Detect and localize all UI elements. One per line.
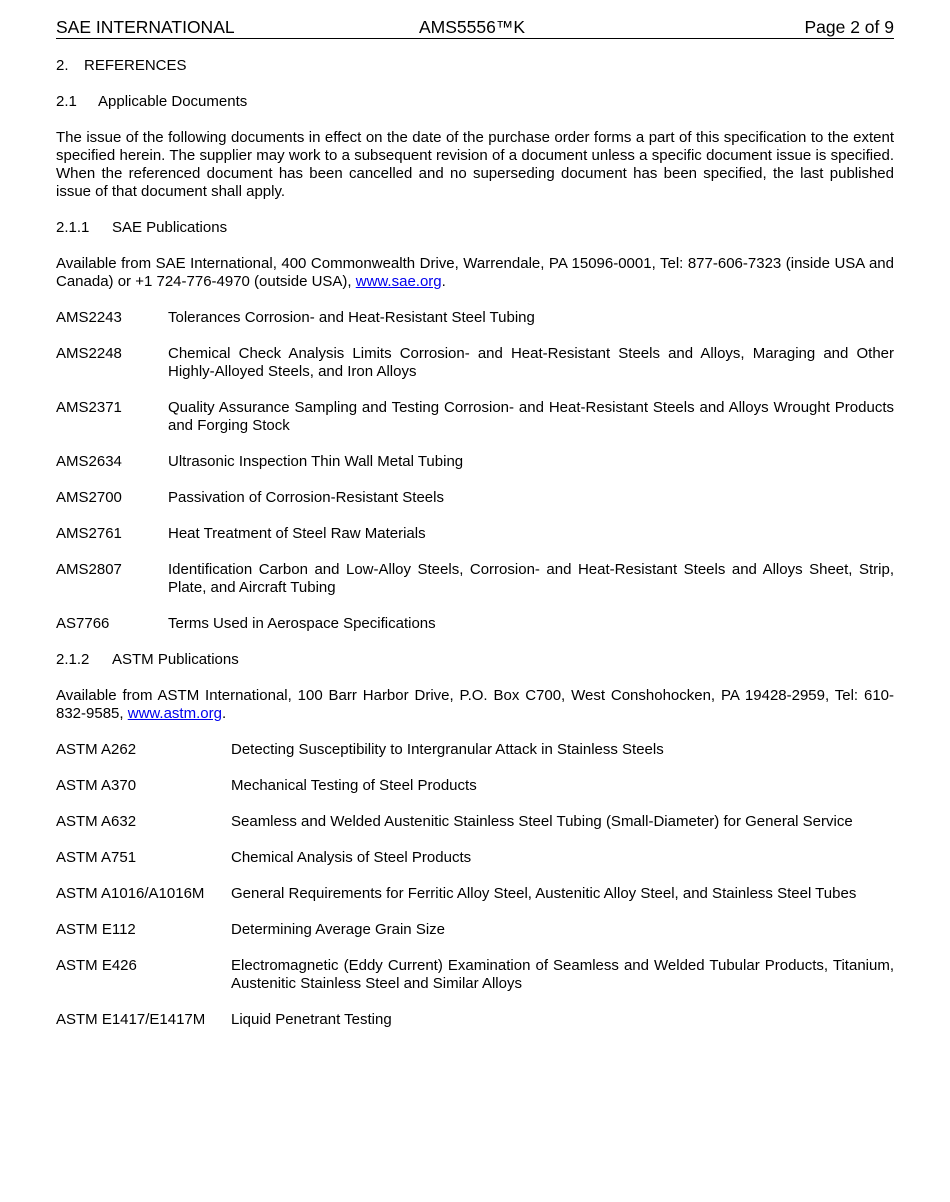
header-doc-id: AMS5556™K [419, 17, 526, 37]
reference-code: AMS2700 [56, 489, 122, 506]
reference-title: Heat Treatment of Steel Raw Materials [168, 525, 426, 542]
reference-row [56, 309, 894, 327]
page-content [56, 57, 894, 1047]
reference-title: Detecting Susceptibility to Intergranular Attack in Stainless Steels [231, 741, 664, 758]
reference-title: Liquid Penetrant Testing [231, 1011, 392, 1028]
reference-title: Quality Assurance Sampling and Testing Corrosion- and Heat-Resistant Steels and Alloys Wrought Products and Forging Stock [168, 399, 894, 434]
astm-availability-paragraph [56, 687, 894, 723]
reference-code: ASTM A262 [56, 741, 137, 758]
reference-title: Electromagnetic (Eddy Current) Examination of Seamless and Welded Tubular Products, Titanium, Austenitic Stainless Steel and Similar Alloys [231, 957, 894, 992]
reference-title: Tolerances Corrosion- and Heat-Resistant Steel Tubing [168, 309, 535, 326]
reference-title: Chemical Check Analysis Limits Corrosion- and Heat-Resistant Steels and Alloys, Maraging and Other Highly-Alloyed Steels, and Iron Alloys [168, 345, 894, 380]
section-title: Applicable Documents [98, 93, 248, 110]
reference-code: AMS2807 [56, 561, 122, 578]
punctuation: . [441, 273, 446, 290]
reference-title: Ultrasonic Inspection Thin Wall Metal Tubing [168, 453, 464, 470]
astm-website-link[interactable]: www.astm.org [127, 705, 222, 722]
reference-row [56, 921, 894, 939]
reference-row [56, 489, 894, 507]
reference-row [56, 1011, 894, 1029]
header-page-number: Page 2 of 9 [804, 17, 894, 37]
reference-code: AMS2248 [56, 345, 122, 362]
reference-row [56, 525, 894, 543]
section-number: 2. [56, 57, 69, 74]
reference-title: Seamless and Welded Austenitic Stainless Steel Tubing (Small-Diameter) for General Service [231, 813, 853, 830]
section-2-1-heading [56, 93, 894, 111]
reference-title: Mechanical Testing of Steel Products [231, 777, 477, 794]
reference-code: AMS2243 [56, 309, 122, 326]
section-title: SAE Publications [112, 219, 228, 236]
reference-row [56, 849, 894, 867]
reference-row [56, 561, 894, 597]
sae-availability-paragraph [56, 255, 894, 291]
page-header [56, 17, 894, 39]
availability-text: Available from ASTM International, 100 Barr Harbor Drive, P.O. Box C700, West Conshohocken, PA 19428-2959, Tel: 610-832-9585, [56, 687, 894, 722]
reference-code: ASTM A1016/A1016M [56, 885, 205, 902]
reference-title: Identification Carbon and Low-Alloy Steels, Corrosion- and Heat-Resistant Steels and Alloys Sheet, Strip, Plate, and Aircraft Tubing [168, 561, 894, 596]
reference-title: General Requirements for Ferritic Alloy Steel, Austenitic Alloy Steel, and Stainless Steel Tubes [231, 885, 857, 902]
reference-row [56, 453, 894, 471]
reference-code: ASTM A751 [56, 849, 137, 866]
sae-reference-list [56, 309, 894, 633]
section-number: 2.1.2 [56, 651, 90, 668]
reference-code: ASTM A632 [56, 813, 137, 830]
reference-row [56, 885, 894, 903]
section-2-1-2-heading [56, 651, 894, 669]
section-title: REFERENCES [84, 57, 187, 74]
reference-row [56, 615, 894, 633]
section-number: 2.1.1 [56, 219, 90, 236]
reference-code: AMS2634 [56, 453, 122, 470]
reference-row [56, 813, 894, 831]
reference-code: AMS2761 [56, 525, 122, 542]
reference-row [56, 741, 894, 759]
reference-code: ASTM E426 [56, 957, 137, 974]
header-org: SAE INTERNATIONAL [56, 17, 235, 37]
reference-code: AS7766 [56, 615, 110, 632]
reference-code: AMS2371 [56, 399, 122, 416]
reference-row [56, 957, 894, 993]
reference-code: ASTM E1417/E1417M [56, 1011, 206, 1028]
punctuation: . [221, 705, 227, 722]
reference-title: Terms Used in Aerospace Specifications [168, 615, 436, 632]
reference-row [56, 777, 894, 795]
section-number: 2.1 [56, 93, 77, 110]
reference-title: Determining Average Grain Size [231, 921, 445, 938]
section-title: ASTM Publications [112, 651, 239, 668]
reference-code: ASTM E112 [56, 921, 136, 938]
reference-title: Passivation of Corrosion-Resistant Steels [168, 489, 444, 506]
applicable-documents-paragraph: The issue of the following documents in effect on the date of the purchase order forms a part of this specification to the extent specified herein. The supplier may work to a subsequent revision of a document unless a specific document issue is specified. When the referenced document has been cancelled and no superseding document has been specified, the last published issue of that document shall apply. [56, 129, 894, 200]
section-2-1-1-heading [56, 219, 894, 237]
reference-row [56, 345, 894, 381]
reference-row [56, 399, 894, 435]
astm-reference-list [56, 741, 894, 1029]
reference-code: ASTM A370 [56, 777, 137, 794]
availability-text: Available from SAE International, 400 Commonwealth Drive, Warrendale, PA 15096-0001, Tel: 877-606-7323 (inside USA and Canada) or +1 724-776-4970 (outside USA), [56, 255, 894, 290]
reference-title: Chemical Analysis of Steel Products [231, 849, 472, 866]
section-2-heading [56, 57, 894, 75]
sae-website-link[interactable]: www.sae.org [355, 273, 442, 290]
